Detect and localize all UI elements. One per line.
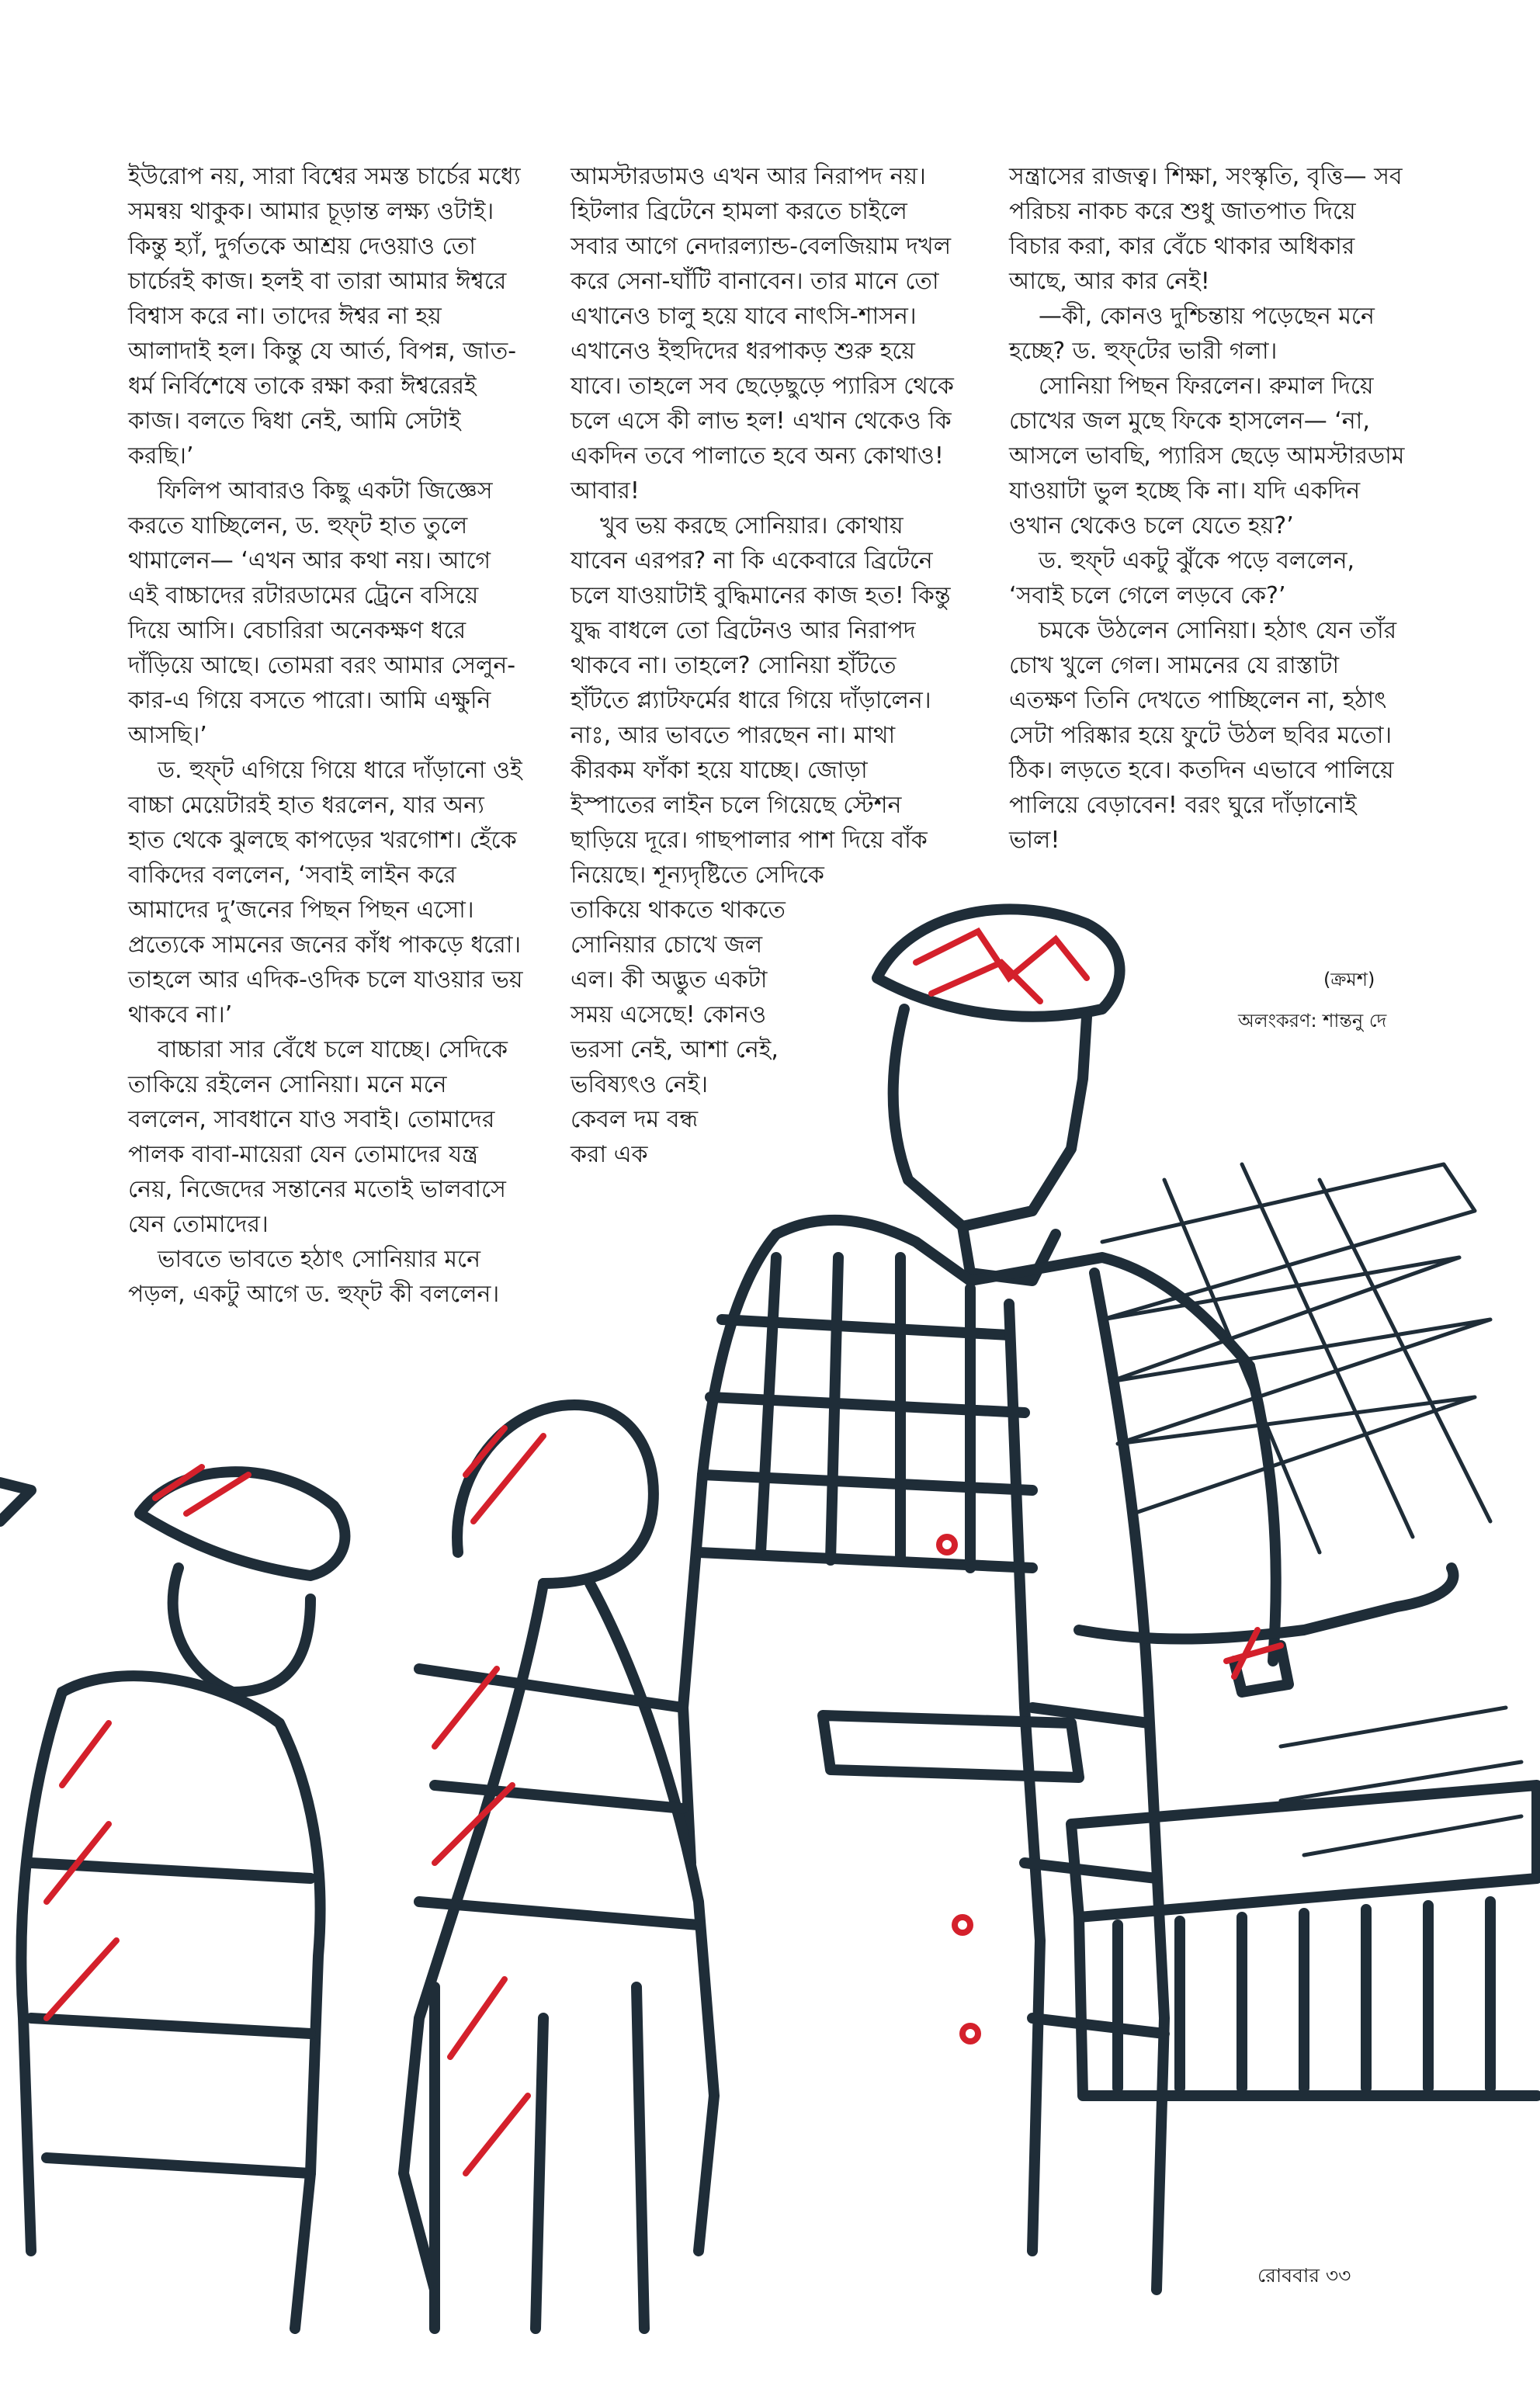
paragraph: —কী, কোনও দুশ্চিন্তায় পড়েছেন মনে হচ্ছে? ড. হুফ্‌টের ভারী গলা। <box>1009 303 1375 365</box>
text-line: কেবল দম বন্ধ <box>571 1106 699 1133</box>
paragraph: আমস্টারডামও এখন আর নিরাপদ নয়। হিটলার ব্রিটেনে হামলা করতে চাইলে সবার আগে নেদারল্যান্ড-বেলজিয়াম দখল করে সেনা-ঘাঁটি বানাবেন। তার মানে তো এখানেও চালু হয়ে যাবে নাৎসি-শাসন। এখানেও ইহুদিদের ধরপাকড় শুরু হয়ে যাবে। তাহলে সব ছেড়েছুড়ে প্যারিস থেকে চলে এসে কী লাভ হল! এখান থেকেও কি একদিন তবে পালাতে হবে অন্য কোথাও! আবার! <box>571 163 954 505</box>
text-line: সোনিয়ার চোখে জল <box>571 931 763 959</box>
paragraph: সোনিয়া পিছন ফিরলেন। রুমাল দিয়ে চোখের জল মুছে ফিকে হাসলেন— ‘না, আসলে ভাবছি, প্যারিস ছেড়ে আমস্টারডাম যাওয়াটা ভুল হচ্ছে কি না। যদি একদিন ওখান থেকেও চলে যেতে হয়?’ <box>1009 373 1405 539</box>
boy-figure <box>0 1472 345 2329</box>
illustration-credit: অলংকরণ: শান্তনু দে <box>1238 1010 1387 1032</box>
paragraph: ফিলিপ আবারও কিছু একটা জিজ্ঞেস করতে যাচ্ছিলেন, ড. হুফ্‌ট হাত তুলে থামালেন— ‘এখন আর কথা নয়। আগে এই বাচ্চাদের রটারডামের ট্রেনে বসিয়ে দিয়ে আসি। বেচারিরা অনেকক্ষণ ধরে দাঁড়িয়ে আছে। তোমরা বরং আমার সেলুন-কার-এ গিয়ে বসতে পারো। আমি এক্ষুনি আসছি।’ <box>128 477 516 749</box>
girl-figure <box>404 1405 714 2329</box>
text-column-3 <box>1009 159 1413 858</box>
paragraph: ভাবতে ভাবতে হঠাৎ সোনিয়ার মনে পড়ল, একটু আগে ড. হুফ্‌ট কী বললেন। <box>128 1246 500 1308</box>
text-line: এল। কী অদ্ভুত একটা <box>571 966 768 994</box>
train <box>1071 1785 1537 2096</box>
continued-note: (ক্রমশ) <box>1323 969 1375 990</box>
text-column-2 <box>571 159 959 1172</box>
narrow-text-block <box>571 893 959 1172</box>
text-line: তাকিয়ে থাকতে থাকতে <box>571 897 786 924</box>
red-button <box>962 2026 978 2041</box>
paragraph: সন্ত্রাসের রাজত্ব। শিক্ষা, সংস্কৃতি, বৃত্তি— সব পরিচয় নাকচ করে শুধু জাতপাত দিয়ে বিচার করা, কার বেঁচে থাকার অধিকার আছে, আর কার নেই! <box>1009 163 1403 295</box>
text-line: ভবিষ্যৎও নেই। <box>571 1071 708 1098</box>
paragraph: ইউরোপ নয়, সারা বিশ্বের সমস্ত চার্চের মধ্যে সমন্বয় থাকুক। আমার চূড়ান্ত লক্ষ্য ওটাই। কিন্তু হ্যাঁ, দুর্গতকে আশ্রয় দেওয়াও তো চার্চেরই কাজ। হলই বা তারা আমার ঈশ্বরে বিশ্বাস করে না। তাদের ঈশ্বর না হয় আলাদাই হল। কিন্তু যে আর্ত, বিপন্ন, জাত-ধর্ম নির্বিশেষে তাকে রক্ষা করা ঈশ্বরেরই কাজ। বলতে দ্বিধা নেই, আমি সেটাই করছি।’ <box>128 163 521 470</box>
text-column-1 <box>128 159 524 1312</box>
red-button <box>939 1537 955 1552</box>
red-button <box>955 1917 970 1933</box>
text-line: সময় এসেছে! কোনও <box>571 1001 767 1028</box>
text-line: করা এক <box>571 1141 648 1168</box>
paragraph: বাচ্চারা সার বেঁধে চলে যাচ্ছে। সেদিকে তাকিয়ে রইলেন সোনিয়া। মনে মনে বললেন, সাবধানে যাও সবাই। তোমাদের পালক বাবা-মায়েরা যেন তোমাদের যন্ত্র নেয়, নিজেদের সন্তানের মতোই ভালবাসে যেন তোমাদের। <box>128 1036 508 1238</box>
page-folio: রোববার ৩৩ <box>1257 2264 1351 2287</box>
background-scribble <box>1102 1164 1521 1855</box>
paragraph: খুব ভয় করছে সোনিয়ার। কোথায় যাবেন এরপর? না কি একেবারে ব্রিটেনে চলে যাওয়াটাই বুদ্ধিমানের কাজ হত! কিন্তু যুদ্ধ বাধলে তো ব্রিটেনও আর নিরাপদ থাকবে না। তাহলে? সোনিয়া হাঁটতে হাঁটতে প্ল্যাটফর্মের ধারে গিয়ে দাঁড়ালেন। নাঃ, আর ভাবতে পারছেন না। মাথা কীরকম ফাঁকা হয়ে যাচ্ছে। জোড়া ইস্পাতের লাইন চলে গিয়েছে স্টেশন ছাড়িয়ে দূরে। গাছপালার পাশ দিয়ে বাঁক নিয়েছে। শূন্যদৃষ্টিতে সেদিকে <box>571 512 951 889</box>
text-line: ভরসা নেই, আশা নেই, <box>571 1036 779 1063</box>
paragraph: চমকে উঠলেন সোনিয়া। হঠাৎ যেন তাঁর চোখ খুলে গেল। সামনের যে রাস্তাটা এতক্ষণ তিনি দেখতে পাচ্ছিলেন না, হঠাৎ সেটা পরিষ্কার হয়ে ফুটে উঠল ছবির মতো। ঠিক। লড়তে হবে। কতদিন এভাবে পালিয়ে পালিয়ে বেড়াবেন! বরং ঘুরে দাঁড়ানোই ভাল! <box>1009 617 1397 854</box>
paragraph: ড. হুফ্‌ট এগিয়ে গিয়ে ধারে দাঁড়ানো ওই বাচ্চা মেয়েটারই হাত ধরলেন, যার অন্য হাত থেকে ঝুলছে কাপড়ের খরগোশ। হেঁকে বাকিদের বললেন, ‘সবাই লাইন করে আমাদের দু’জনের পিছন পিছন এসো। প্রত্যেকে সামনের জনের কাঁধ পাকড়ে ধরো। তাহলে আর এদিক-ওদিক চলে যাওয়ার ভয় থাকবে না।’ <box>128 757 523 1028</box>
paragraph: ড. হুফ্‌ট একটু ঝুঁকে পড়ে বললেন, ‘সবাই চলে গেলে লড়বে কে?’ <box>1009 547 1355 609</box>
